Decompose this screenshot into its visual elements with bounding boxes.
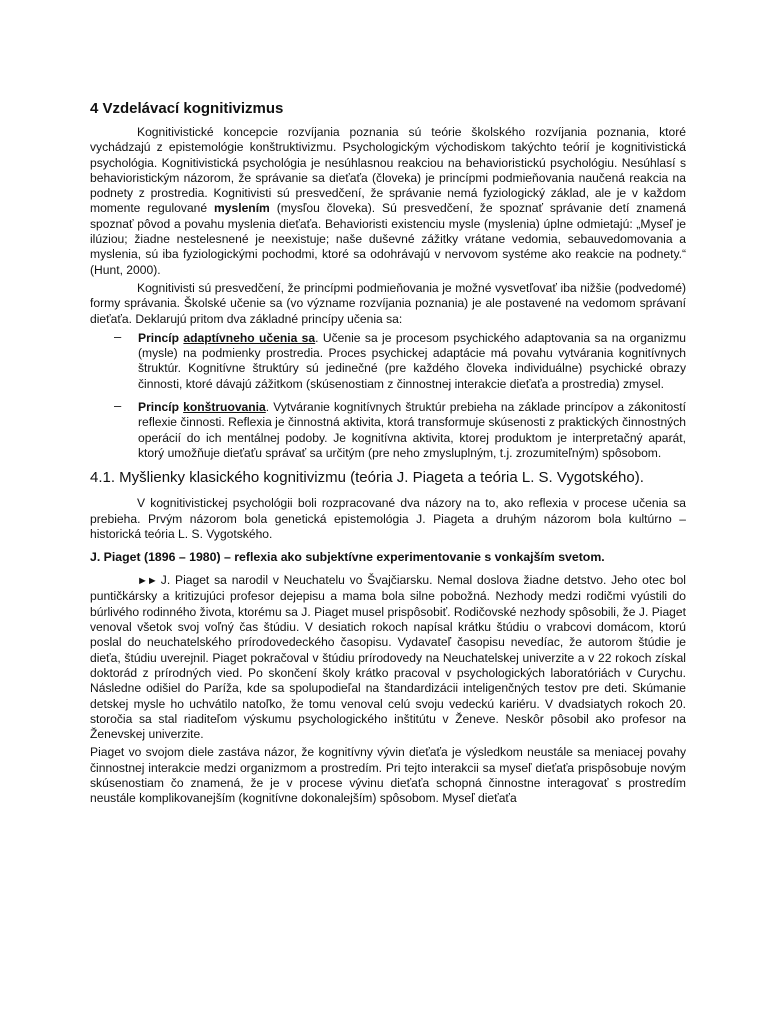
- list-item: [90, 328, 686, 392]
- principles-list: [90, 328, 686, 461]
- section-paragraph-1: [90, 125, 686, 278]
- principle-term-underlined: adaptívneho učenia sa: [183, 330, 316, 345]
- subsection-paragraph: V kognitivistickej psychológii boli rozpracované dva názory na to, ako reflexia v procese učenia sa prebieha. Prvým názorom bola genetická epistemológia J. Piageta a druhým názorom bola kultúrno – historická teória L. S. Vygotského.: [90, 496, 686, 541]
- principle-term-underlined: konštruovania: [183, 400, 266, 415]
- subsection-heading: 4.1. Myšlienky klasického kognitivizmu (teória J. Piageta a teória L. S. Vygotského).: [90, 469, 644, 487]
- bio-text: J. Piaget sa narodil v Neuchatelu vo Švajčiarsku. Nemal doslova žiadne detstvo. Jeho otec bol puntičkársky a kritizujúci profesor dejepisu a mama bola silne pobožná. Nezhody medzi rodičmi vyústili do búrlivého rodinného života, ktorému sa J. Piaget musel prispôsobiť. Rodičovské nezhody spôsobili, že J. Piaget venoval všetok svoj voľný čas štúdiu. V desiatich rokoch napísal krátku štúdiu o vrabcovi domácom, ktorú poslal do neuchatelského prírodovedeckého časopisu. Vydavateľ časopisu nevedíac, že autorom štúdie je dieťa, štúdiu uverejnil. Piaget pokračoval v štúdiu prírodovedy na Neuchatelskej univerzite a v 22 rokoch získal doktorád z prírodných vied. Po skončení školy krátko pracoval v psychologických laboratóriách v Curychu. Následne odišiel do Paríža, kde sa spolupodieľal na štandardizácii inteligenčných testov pre deti. Skúmanie detskej mysle ho uchvátilo natoľko, že tomu venoval celú svoju vedeckú kariéru. V dvadsiatych rokoch 20. storočia sa stal riaditeľom výskumu psychologického inštitútu v Ženeve. Neskôr pôsobil ako profesor na Ženevskej univerzite.: [90, 573, 686, 742]
- principle-text: . Vytváranie kognitívnych štruktúr prebieha na základe princípov a zákonitostí reflexie činnosti. Reflexia je činnostná aktivita, ktorá transformuje skúsenosti z praktických činnostných operácií do ich mentálnej podoby. Je kognitívna aktivita, ktorej produktom je interpretačný aparát, ktorý umožňuje dieťaťu správať sa určitým (pre neho zmysluplným, t.j. zrozumiteľným) spôsobom.: [138, 400, 686, 460]
- principle-term-prefix: Princíp: [138, 400, 184, 415]
- dash-bullet: –: [114, 398, 122, 414]
- emphasis-term: myslením: [214, 201, 270, 216]
- paragraph-text: (mysľou človeka). Sú presvedčení, že spoznať správanie detí znamená spoznať pôvod a povahu myslenia dieťaťa. Behavioristi existenciu mysle (myslenia) úplne odmietajú: „Myseľ je ilúziou; žiadne nestelesnené je neexistuje; naše duševné zážitky vrátane vedomia, sebauvedomovania a myslenia, sú iba fyziologickými pochodmi, ktoré sa odohrávajú v nervovom systéme ako reakcie na podnety.“ (Hunt, 2000).: [90, 201, 686, 277]
- section-heading: 4 Vzdelávací kognitivizmus: [90, 100, 284, 117]
- piaget-paragraph-2: Piaget vo svojom diele zastáva názor, že kognitívny vývin dieťaťa je výsledkom neustále sa meniacej povahy činnostnej interakcie medzi organizmom a prostredím. Pri tejto interakcii sa myseľ dieťaťa prispôsobuje novým skúsenostiam čo znamená, že je v procese vývinu dieťaťa schopná činnostne interagovať s prostredím neustále komplikovanejším (kognitívne dokonalejším) spôsobom. Myseľ dieťaťa: [90, 745, 686, 806]
- dash-bullet: –: [114, 328, 122, 344]
- list-item: [90, 400, 686, 461]
- section-paragraph-2: Kognitivisti sú presvedčení, že princípmi podmieňovania je možné vysvetľovať iba nižšie (podvedomé) formy správania. Školské učenie sa (vo význame rozvíjania poznania) je ale postavené na vedomom správaní dieťaťa. Deklarujú pritom dva základné princípy učenia sa:: [90, 280, 686, 326]
- principle-term-prefix: Princíp: [138, 330, 184, 345]
- piaget-bio: [90, 573, 686, 742]
- paragraph-text: Kognitivistické koncepcie rozvíjania poznania sú teórie školského rozvíjania poznania, ktoré vychádzajú z epistemológie konštruktivizmu. Psychologickým východiskom takýchto teórií je kognitivistická psychológia. Kognitivistická psychológia je nesúhlasnou reakciou na behavioristickú psychológiu. Nesúhlasí s behavioristickým názorom, že správanie sa dieťaťa (človeka) je princípmi podmieňovania naučená reakcia na podnety z prostredia. Kognitivisti sú presvedčení, že správanie nemá fyziologický základ, ale je v každom momente regulované: [90, 125, 686, 216]
- principle-term: [138, 331, 315, 345]
- piaget-heading: J. Piaget (1896 – 1980) – reflexia ako subjektívne experimentovanie s vonkajším svetom.: [90, 550, 605, 565]
- arrows-icon: ►►: [137, 575, 157, 588]
- principle-text: . Učenie sa je procesom psychického adaptovania sa na organizmu (mysle) na podmienky prostredia. Proces psychickej adaptácie má povahu vytvárania kognitívnych štruktúr. Kognitívne štruktúry sú jedinečné (pre každého človeka individuálne) psychické obrazy činnosti, ktoré dávajú zážitkom (skúsenostiam z činnostnej interakcie dieťaťa a prostredia) zmysel.: [138, 330, 686, 391]
- principle-term: [138, 400, 266, 414]
